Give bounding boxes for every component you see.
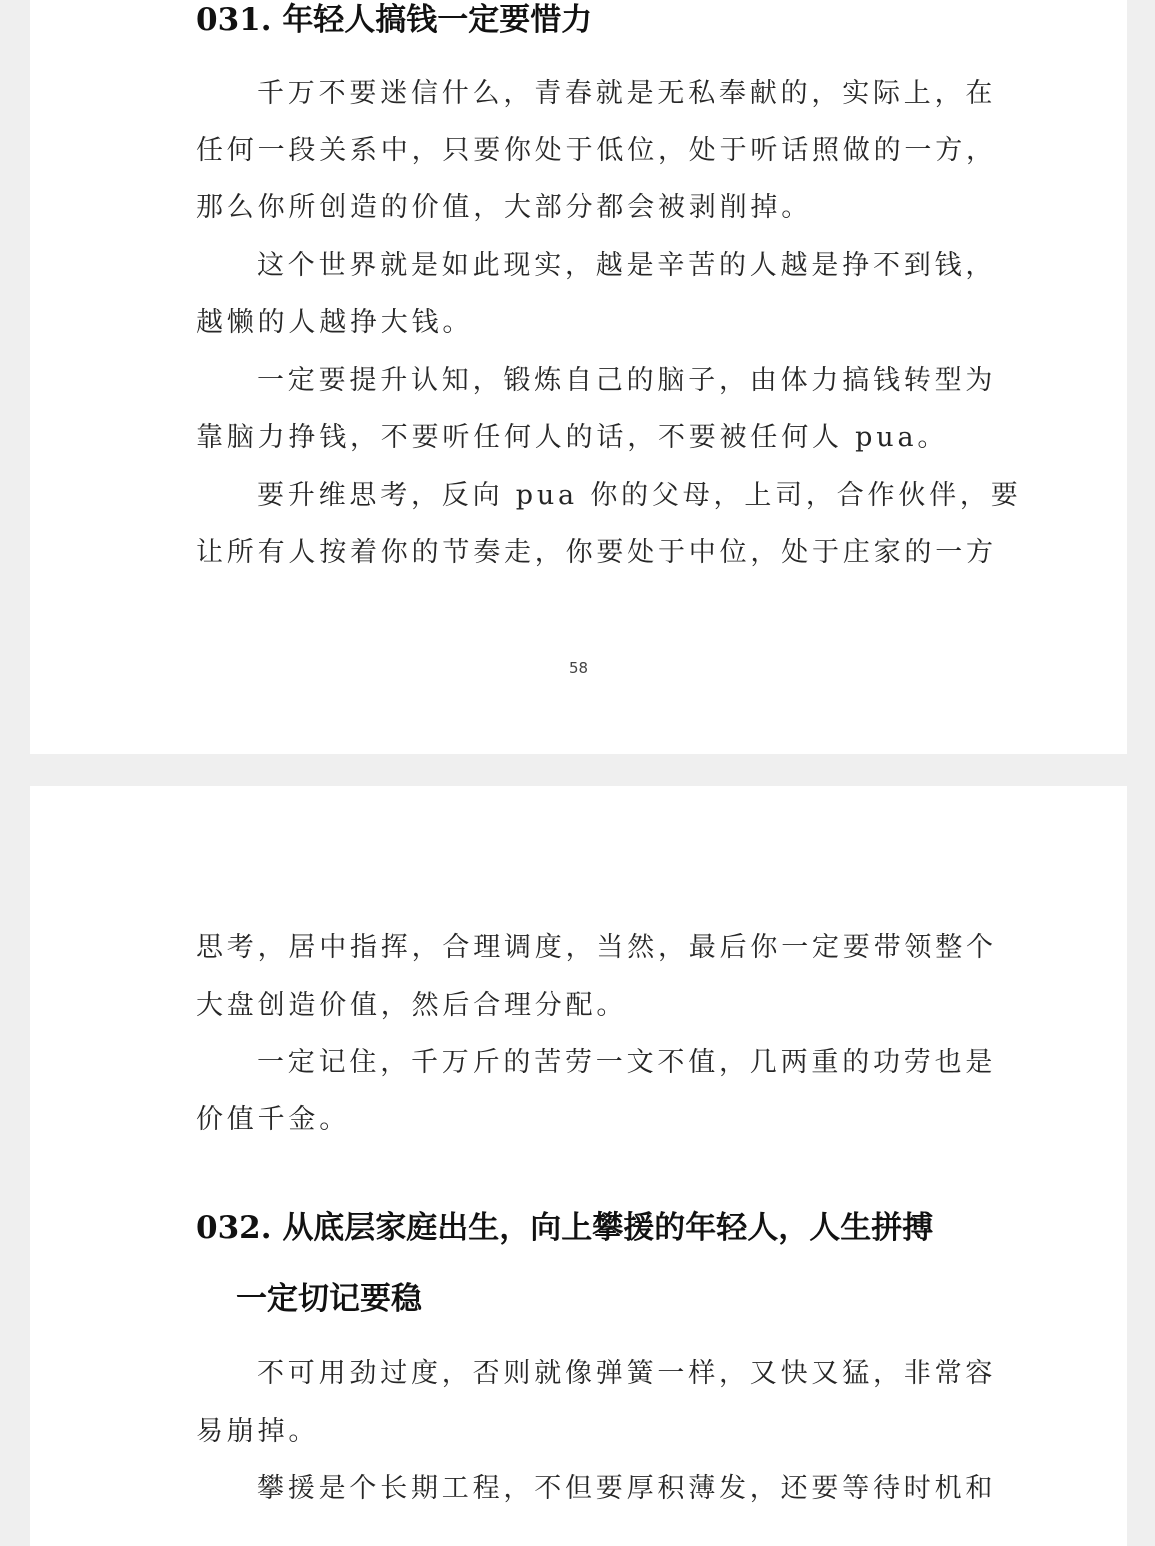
paragraph-line: 靠脑力挣钱，不要听任何人的话，不要被任何人 pua。 [196,422,949,453]
document-page-59 [30,786,1127,1546]
paragraph-line: 越懒的人越挣大钱。 [196,307,474,338]
document-page-58 [30,0,1127,754]
paragraph-line: 一定记住，千万斤的苦劳一文不值，几两重的功劳也是 [257,1047,997,1078]
section-title: 年轻人搞钱一定要惜力 [282,2,593,38]
paragraph-line: 攀援是个长期工程，不但要厚积薄发，还要等待时机和 [257,1473,997,1504]
section-title: 一定切记要稳 [236,1281,422,1317]
paragraph-line: 这个世界就是如此现实，越是辛苦的人越是挣不到钱， [257,250,997,281]
section-heading-032 [196,1208,933,1248]
section-number: 032. [196,1210,272,1246]
paragraph-line: 不可用劲过度，否则就像弹簧一样，又快又猛，非常容 [257,1358,997,1389]
section-heading-031 [196,0,592,40]
section-title: 从底层家庭出生，向上攀援的年轻人，人生拼搏 [282,1210,934,1246]
paragraph-line: 一定要提升认知，锻炼自己的脑子，由体力搞钱转型为 [257,365,997,396]
paragraph-line: 要升维思考，反向 pua 你的父母，上司，合作伙伴，要 [257,480,1022,511]
paragraph-line: 价值千金。 [196,1104,350,1135]
paragraph-line: 那么你所创造的价值，大部分都会被剥削掉。 [196,192,812,223]
section-title-continued [236,1279,422,1319]
page-number: 58 [568,659,589,677]
paragraph-line: 易崩掉。 [196,1416,320,1447]
paragraph-line: 让所有人按着你的节奏走，你要处于中位，处于庄家的一方 [196,537,997,568]
paragraph-line: 大盘创造价值，然后合理分配。 [196,990,628,1021]
paragraph-line: 思考，居中指挥，合理调度，当然，最后你一定要带领整个 [196,932,997,963]
paragraph-line: 千万不要迷信什么，青春就是无私奉献的，实际上，在 [257,78,997,109]
section-number: 031. [196,2,272,38]
paragraph-line: 任何一段关系中，只要你处于低位，处于听话照做的一方， [196,135,997,166]
